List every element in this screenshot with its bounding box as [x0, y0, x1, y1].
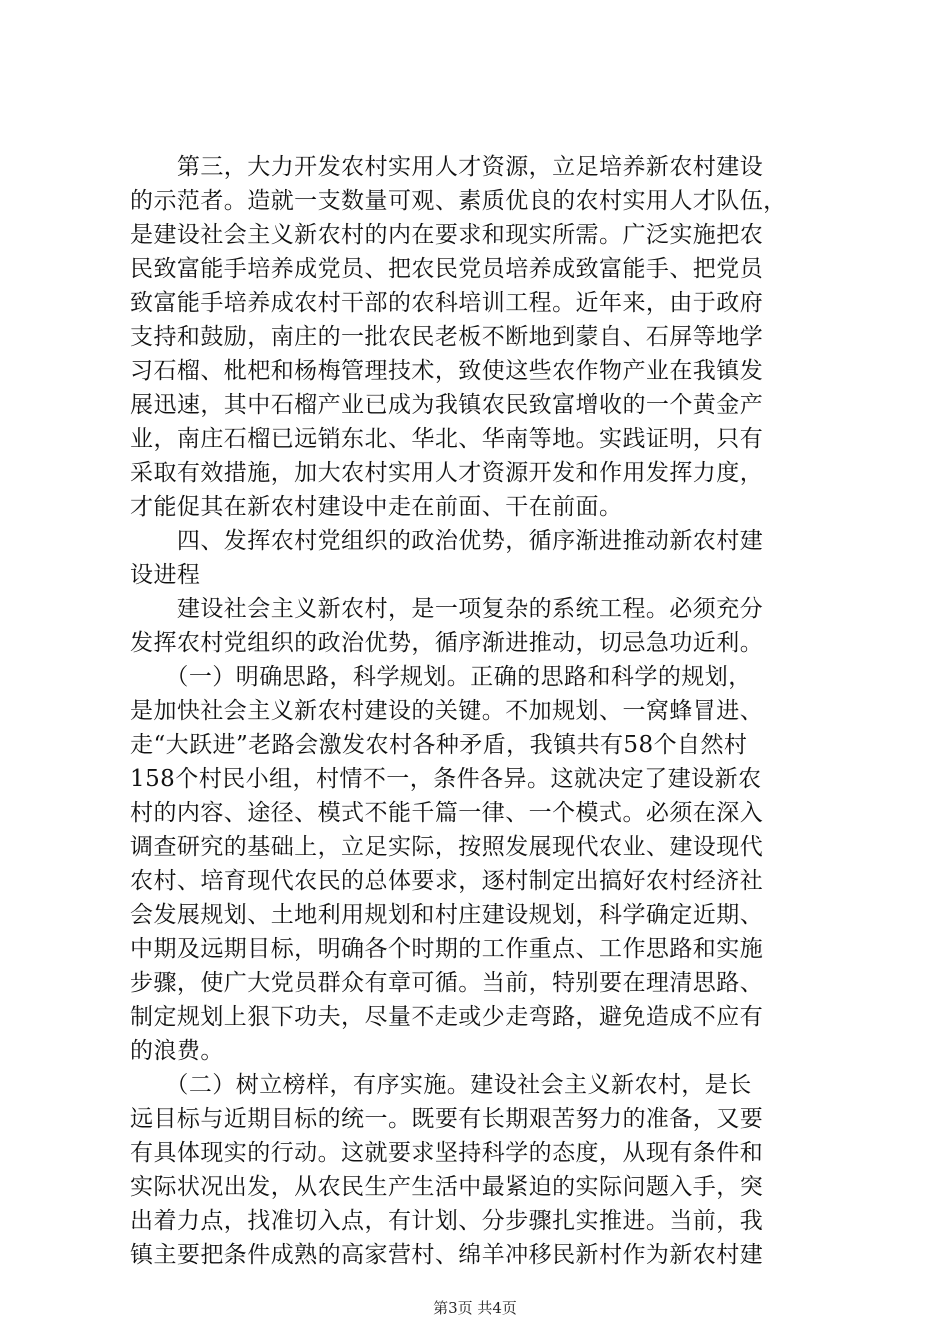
text-line: 出着力点，找准切入点，有计划、分步骤扎实推进。当前，我 [130, 1208, 764, 1234]
text-line: 设进程 [130, 562, 201, 588]
text-line: 农村、培育现代农民的总体要求，逐村制定出搞好农村经济社 [130, 868, 764, 894]
text-line: 支持和鼓励，南庄的一批农民老板不断地到蒙自、石屏等地学 [130, 324, 764, 350]
text-line: 业，南庄石榴已远销东北、华北、华南等地。实践证明，只有 [130, 426, 764, 452]
text-line: 158个村民小组，村情不一，条件各异。这就决定了建设新农 [130, 766, 762, 792]
text-line: 民致富能手培养成党员、把农民党员培养成致富能手、把党员 [130, 256, 764, 282]
text-line: 镇主要把条件成熟的高家营村、绵羊冲移民新村作为新农村建 [130, 1242, 764, 1268]
text-line: 的示范者。造就一支数量可观、素质优良的农村实用人才队伍， [130, 188, 787, 214]
text-line: 建设社会主义新农村，是一项复杂的系统工程。必须充分 [130, 596, 764, 622]
text-line: （二）树立榜样，有序实施。建设社会主义新农村，是长 [130, 1072, 752, 1098]
page-footer: 第3页 共4页 [433, 1299, 517, 1317]
text-line: 第三，大力开发农村实用人才资源，立足培养新农村建设 [130, 154, 764, 180]
text-line: 步骤，使广大党员群众有章可循。当前，特别要在理清思路、 [130, 970, 764, 996]
text-line: 是加快社会主义新农村建设的关键。不加规划、一窝蜂冒进、 [130, 698, 764, 724]
text-line: 展迅速，其中石榴产业已成为我镇农民致富增收的一个黄金产 [130, 392, 764, 418]
text-line: 致富能手培养成农村干部的农科培训工程。近年来，由于政府 [130, 290, 764, 316]
body-text [130, 150, 830, 1272]
text-line: 的浪费。 [130, 1038, 224, 1064]
text-line: 村的内容、途径、模式不能千篇一律、一个模式。必须在深入 [130, 800, 764, 826]
text-line: 远目标与近期目标的统一。既要有长期艰苦努力的准备，又要 [130, 1106, 764, 1132]
text-line: 中期及远期目标，明确各个时期的工作重点、工作思路和实施 [130, 936, 764, 962]
text-line: 是建设社会主义新农村的内在要求和现实所需。广泛实施把农 [130, 222, 764, 248]
text-line: 才能促其在新农村建设中走在前面、干在前面。 [130, 494, 623, 520]
text-line: 习石榴、枇杷和杨梅管理技术，致使这些农作物产业在我镇发 [130, 358, 764, 384]
text-line: 发挥农村党组织的政治优势，循序渐进推动，切忌急功近利。 [130, 630, 764, 656]
text-line: 走“大跃进”老路会激发农村各种矛盾，我镇共有58个自然村 [130, 732, 748, 758]
text-line: （一）明确思路，科学规划。正确的思路和科学的规划， [130, 664, 752, 690]
text-line: 制定规划上狠下功夫，尽量不走或少走弯路，避免造成不应有 [130, 1004, 764, 1030]
text-line: 有具体现实的行动。这就要求坚持科学的态度，从现有条件和 [130, 1140, 764, 1166]
text-line: 会发展规划、土地利用规划和村庄建设规划，科学确定近期、 [130, 902, 764, 928]
text-line: 四、发挥农村党组织的政治优势，循序渐进推动新农村建 [130, 528, 764, 554]
text-line: 调查研究的基础上，立足实际，按照发展现代农业、建设现代 [130, 834, 764, 860]
text-line: 实际状况出发，从农民生产生活中最紧迫的实际问题入手，突 [130, 1174, 764, 1200]
text-line: 采取有效措施，加大农村实用人才资源开发和作用发挥力度， [130, 460, 764, 486]
